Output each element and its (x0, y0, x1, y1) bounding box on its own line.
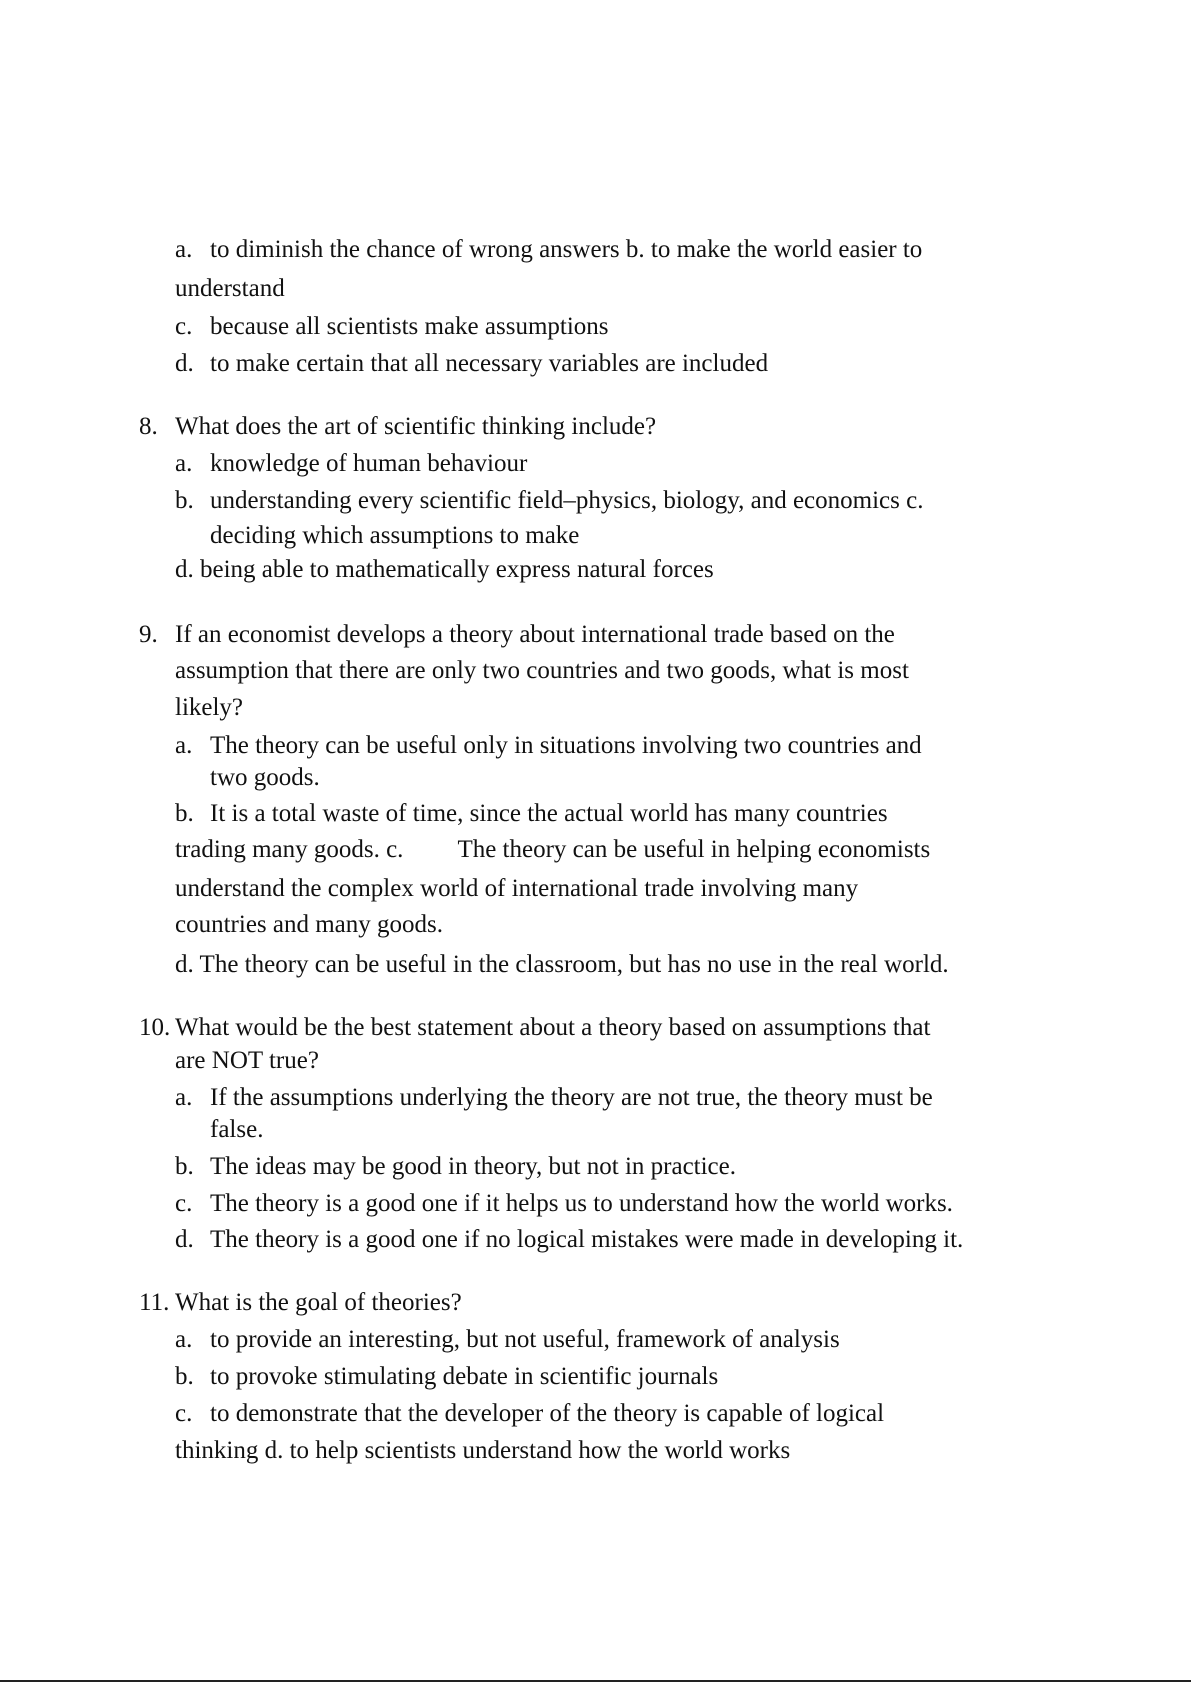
q9-question-text-2: assumption that there are only two countries and two goods, what is most (175, 657, 909, 684)
q9-option-d: d. The theory can be useful in the classroom, but has no use in the real world. (175, 951, 949, 978)
q11-option-c-continued: thinking d. to help scientists understand how the world works (175, 1437, 791, 1464)
q10-question-text-1: What would be the best statement about a theory based on assumptions that (175, 1014, 931, 1041)
q8-option-a-label: a. (175, 450, 193, 477)
q7-option-c (175, 312, 609, 342)
q10-option-b-text: The ideas may be good in theory, but not in practice. (210, 1153, 737, 1180)
q9-question-text-1: If an economist develops a theory about international trade based on the (175, 621, 895, 648)
q8-question-text: What does the art of scientific thinking include? (175, 413, 657, 440)
q8-option-b-label: b. (175, 487, 194, 514)
q9-option-b-text: It is a total waste of time, since the actual world has many countries (210, 800, 888, 827)
q9-number: 9. (139, 621, 158, 648)
q10-option-c-text: The theory is a good one if it helps us to understand how the world works. (210, 1190, 953, 1217)
q9-option-c-text: The theory can be useful in helping economists (457, 836, 931, 863)
q7-option-a-text: to diminish the chance of wrong answers b. to make the world easier to (210, 236, 923, 263)
q10-option-d (175, 1225, 963, 1255)
q8-option-a (175, 449, 527, 479)
q11-option-c-label: c. (175, 1400, 193, 1427)
q10-number: 10. (139, 1014, 171, 1041)
q10-question-text-2: are NOT true? (175, 1047, 319, 1074)
q9-question-text-3: likely? (175, 694, 244, 721)
q9-option-a (175, 731, 922, 761)
q11-option-a (175, 1325, 840, 1355)
q9-option-b (175, 799, 888, 829)
q10-question (139, 1013, 930, 1043)
q11-option-a-text: to provide an interesting, but not useful, framework of analysis (210, 1326, 840, 1353)
q9-question (139, 620, 895, 650)
q10-option-b-label: b. (175, 1153, 194, 1180)
q8-option-b-continued: deciding which assumptions to make (210, 522, 580, 549)
q11-question-text: What is the goal of theories? (175, 1289, 462, 1316)
q11-number: 11. (139, 1289, 170, 1316)
q9-option-b-continued-3: countries and many goods. (175, 911, 444, 938)
q9-option-b-label: b. (175, 800, 194, 827)
q11-question (139, 1288, 462, 1318)
q7-option-a (175, 235, 922, 265)
q8-option-d: d. being able to mathematically express natural forces (175, 556, 714, 583)
q9-option-b-continued-2: understand the complex world of international trade involving many (175, 875, 859, 902)
q8-question (139, 412, 656, 442)
q8-option-b-text: understanding every scientific field–physics, biology, and economics c. (210, 487, 924, 514)
q10-option-a-label: a. (175, 1084, 193, 1111)
q10-option-a-text: If the assumptions underlying the theory are not true, the theory must be (210, 1084, 933, 1111)
q10-option-a-continued: false. (210, 1116, 264, 1143)
q7-option-d-label: d. (175, 350, 194, 377)
q11-option-b-text: to provoke stimulating debate in scientific journals (210, 1363, 719, 1390)
q7-option-d-text: to make certain that all necessary variables are included (210, 350, 769, 377)
page-bottom-edge (0, 1680, 1191, 1682)
q10-option-b (175, 1152, 736, 1182)
q11-option-c (175, 1399, 884, 1429)
q11-option-c-text: to demonstrate that the developer of the theory is capable of logical (210, 1400, 885, 1427)
q10-option-d-text: The theory is a good one if no logical mistakes were made in developing it. (210, 1226, 964, 1253)
q9-option-a-text: The theory can be useful only in situations involving two countries and (210, 732, 922, 759)
q8-option-a-text: knowledge of human behaviour (210, 450, 528, 477)
q7-option-d (175, 349, 768, 379)
q8-option-b (175, 486, 923, 516)
q10-option-c (175, 1189, 953, 1219)
q7-option-c-text: because all scientists make assumptions (210, 313, 609, 340)
q8-number: 8. (139, 413, 158, 440)
q9-option-a-label: a. (175, 732, 193, 759)
q7-option-c-label: c. (175, 313, 193, 340)
q9-option-b-continued-1 (175, 835, 930, 865)
q11-option-a-label: a. (175, 1326, 193, 1353)
q7-option-a-label: a. (175, 236, 193, 263)
q9-option-b-continued-1a: trading many goods. c. (175, 836, 404, 863)
q11-option-b-label: b. (175, 1363, 194, 1390)
q10-option-a (175, 1083, 933, 1113)
q11-option-b (175, 1362, 718, 1392)
q10-option-d-label: d. (175, 1226, 194, 1253)
q7-option-a-continued: understand (175, 275, 285, 302)
q10-option-c-label: c. (175, 1190, 193, 1217)
q9-option-a-continued: two goods. (210, 764, 320, 791)
